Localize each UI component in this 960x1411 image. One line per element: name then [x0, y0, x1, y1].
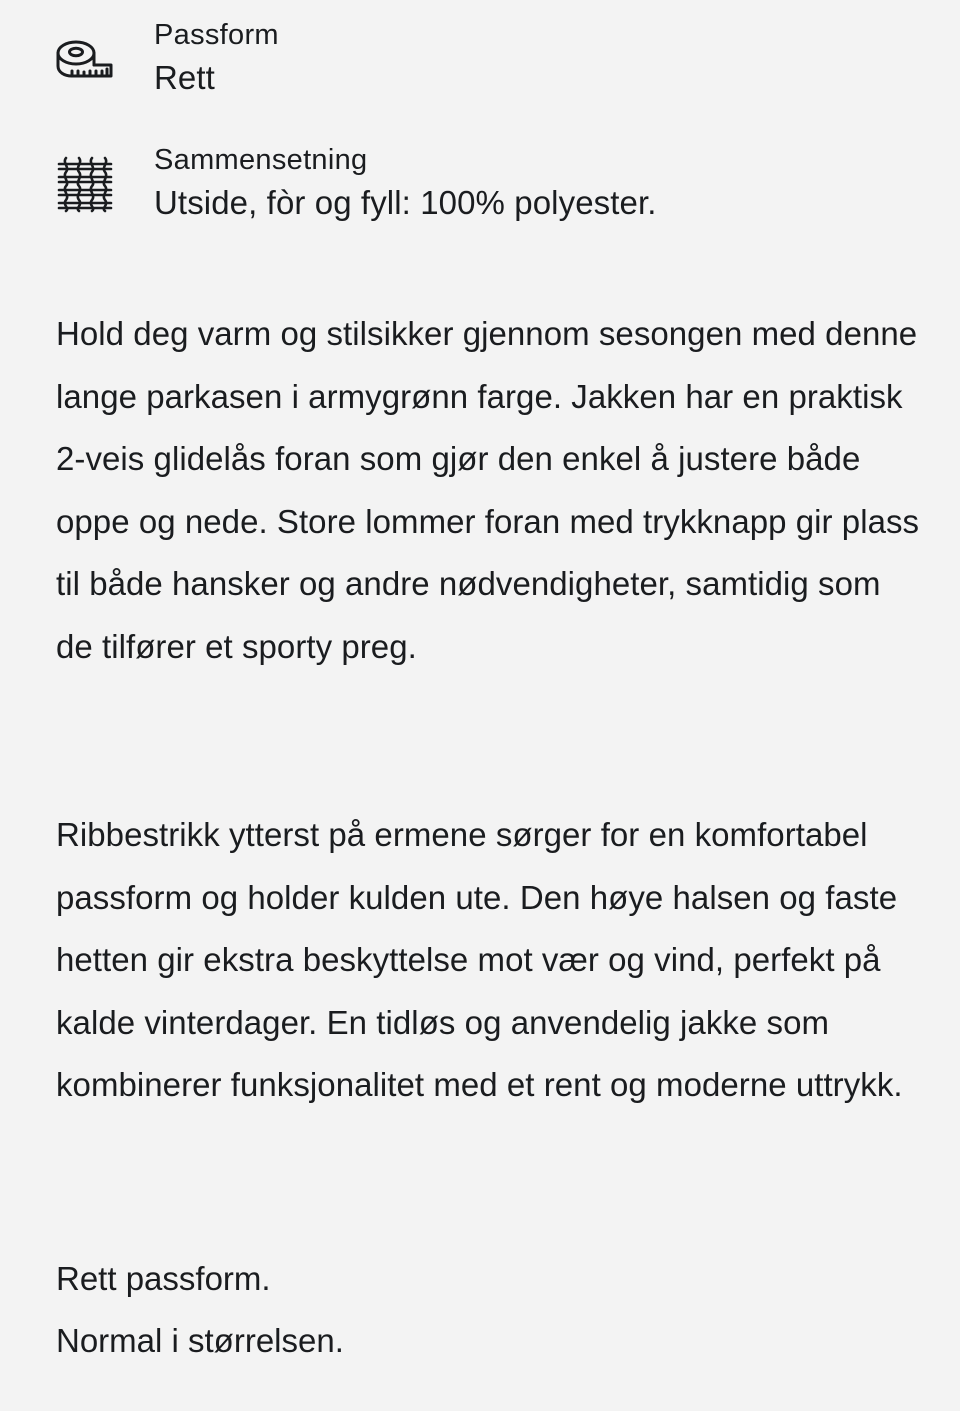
attribute-label: Sammensetning: [154, 144, 368, 176]
product-description-2: [56, 804, 926, 1117]
attribute-composition-text: [154, 140, 657, 226]
product-description: [56, 303, 926, 678]
fit-notes: [56, 1248, 344, 1372]
fit-note: Rett passform.: [56, 1260, 271, 1297]
attribute-value: Rett: [154, 59, 215, 96]
attribute-label: Passform: [154, 19, 279, 51]
measuring-tape-icon: [54, 38, 114, 98]
description-paragraph: Hold deg varm og stilsikker gjennom sesongen med denne lange parkasen i armygrønn farge. Jakken har en praktisk 2-veis glidelås foran som gjør den enkel å justere både oppe og nede. Store lommer foran med trykknapp gir plass til både hansker og andre nødvendigheter, samtidig som de tilfører et sporty preg.: [56, 315, 920, 665]
attribute-value: Utside, fòr og fyll: 100% polyester.: [154, 184, 657, 221]
attribute-fit-text: [154, 15, 279, 101]
woven-fabric-icon: [56, 155, 116, 215]
description-paragraph: Ribbestrikk ytterst på ermene sørger for en komfortabel passform og holder kulden ute. Den høye halsen og faste hetten gir ekstra beskyttelse mot vær og vind, perfekt på kalde vinterdager. En tidløs og anvendelig jakke som kombinerer funksjonalitet med et rent og moderne uttrykk.: [56, 816, 903, 1103]
size-note: Normal i størrelsen.: [56, 1322, 344, 1359]
